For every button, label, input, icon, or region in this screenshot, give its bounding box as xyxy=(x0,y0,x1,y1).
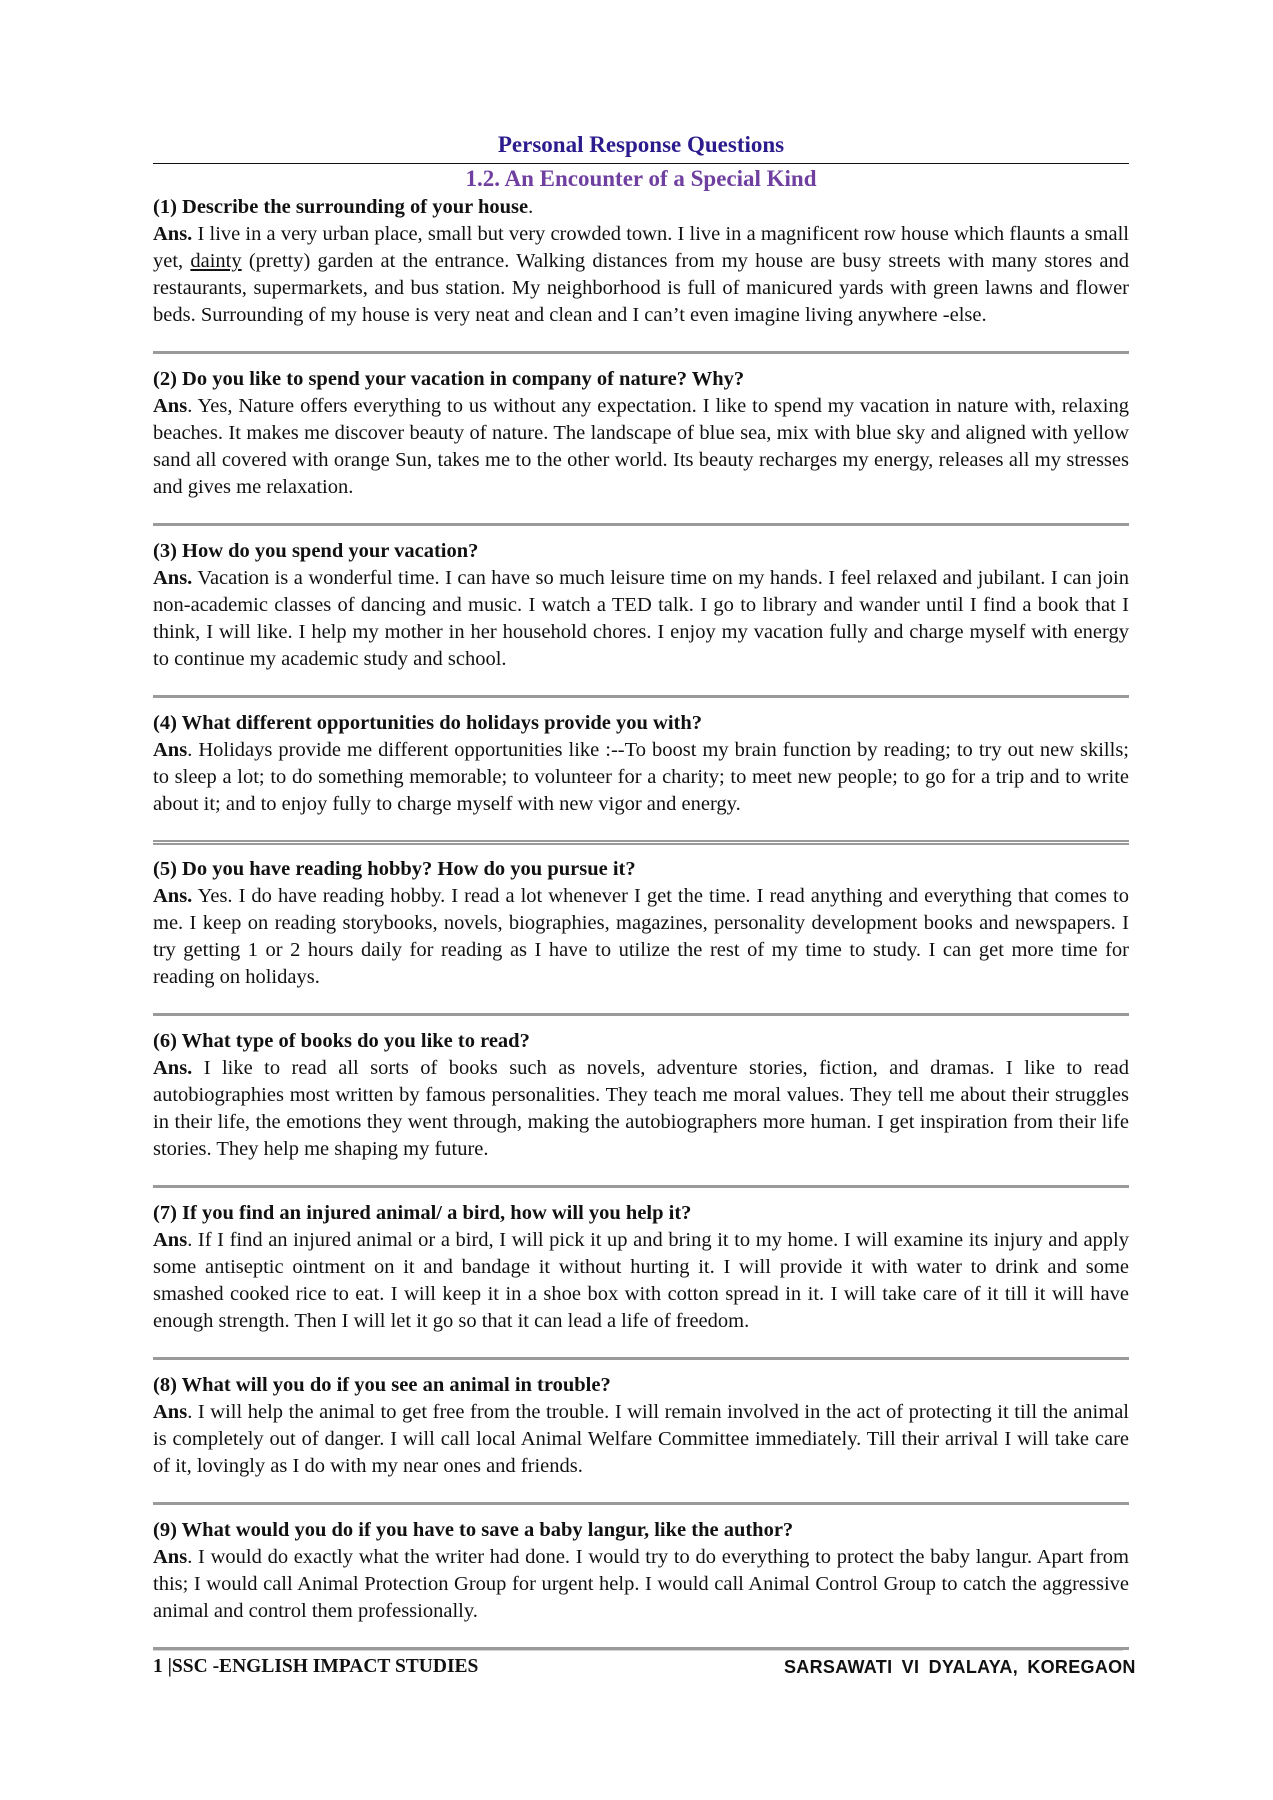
question xyxy=(153,1372,1129,1399)
section-divider xyxy=(153,1502,1129,1505)
section-divider xyxy=(153,1357,1129,1360)
question-text: What type of books do you like to read? xyxy=(181,1029,530,1052)
question-text: How do you spend your vacation? xyxy=(182,540,479,562)
question-number: (5) xyxy=(153,857,177,880)
qa-item-8 xyxy=(153,1372,1129,1480)
footer-divider xyxy=(153,1650,1123,1651)
section-divider xyxy=(153,523,1129,526)
chapter-subtitle: 1.2. An Encounter of a Special Kind xyxy=(465,166,817,191)
question-text: What different opportunities do holidays provide you with? xyxy=(181,712,703,734)
underlined-word: dainty xyxy=(190,250,242,272)
footer-school-name: SARSAWATI VI DYALAYA, KOREGAON xyxy=(784,1657,1136,1677)
question-number: (1) xyxy=(153,196,177,218)
question-text: If you find an injured animal/ a bird, how will you help it? xyxy=(182,1201,692,1224)
answer-text-cont: (pretty) garden at the entrance. Walking distances from my house are busy streets with many stores and restaurants, supermarkets, and bus station. My neighborhood is full of manicured yards with green lawns and flower beds. Surrounding of my house is very neat and clean and I can’t even imagine living anywhere -else. xyxy=(153,250,1129,326)
question-text: What will you do if you see an animal in trouble? xyxy=(181,1373,611,1396)
answer-label: Ans. xyxy=(153,567,193,589)
document-page xyxy=(153,130,1129,1662)
answer xyxy=(153,393,1129,501)
question xyxy=(153,1517,1129,1544)
answer xyxy=(153,221,1129,329)
answer-text: . I will help the animal to get free from the trouble. I will remain involved in the act of protecting it till the animal is completely out of danger. I will call local Animal Welfare Committee immediately. Till their arrival I will take care of it, lovingly as I do with my near ones and friends. xyxy=(153,1400,1129,1477)
question-text: Do you have reading hobby? How do you pursue it? xyxy=(182,857,636,880)
document-title: Personal Response Questions xyxy=(497,132,785,157)
question-text: Do you like to spend your vacation in company of nature? Why? xyxy=(182,368,745,390)
answer-text: . I would do exactly what the writer had done. I would try to do everything to protect the baby langur. Apart from this; I would call Animal Protection Group for urgent help. I would call Animal Control Group to catch the aggressive animal and control them professionally. xyxy=(153,1545,1129,1622)
qa-item-3 xyxy=(153,538,1129,673)
answer xyxy=(153,1399,1129,1480)
answer xyxy=(153,565,1129,673)
question xyxy=(153,1028,1129,1055)
question-text: Describe the surrounding of your house xyxy=(182,196,529,218)
answer-label: Ans xyxy=(153,739,188,761)
question-punct: . xyxy=(528,196,534,218)
answer-label: Ans. xyxy=(153,884,193,907)
answer-text: I like to read all sorts of books such as novels, adventure stories, fiction, and dramas. I like to read autobiographies most written by famous personalities. They teach me moral values. They tell me about their struggles in their life, the emotions they went through, making the autobiographers more human. I get inspiration from their life stories. They help me shaping my future. xyxy=(153,1056,1129,1160)
question-number: (8) xyxy=(153,1373,177,1396)
footer-page-label: 1 |SSC -ENGLISH IMPACT STUDIES xyxy=(153,1656,479,1677)
question-number: (6) xyxy=(153,1029,177,1052)
section-divider-double xyxy=(153,840,1129,842)
qa-item-7 xyxy=(153,1200,1129,1335)
answer-text: Yes. I do have reading hobby. I read a lot whenever I get the time. I read anything and everything that comes to me. I keep on reading storybooks, novels, biographies, magazines, personality development books and newspapers. I try getting 1 or 2 hours daily for reading as I have to utilize the rest of my time to study. I can get more time for reading on holidays. xyxy=(153,884,1129,988)
answer-text: . If I find an injured animal or a bird, I will pick it up and bring it to my home. I will examine its injury and apply some antiseptic ointment on it and bandage it without hurting it. I will provide it with water to drink and some smashed cooked rice to eat. I will keep it in a shoe box with cotton spread in it. I will take care of it till it will have enough strength. Then I will let it go so that it can lead a life of freedom. xyxy=(153,1228,1129,1332)
answer-text: Vacation is a wonderful time. I can have so much leisure time on my hands. I feel relaxed and jubilant. I can join non-academic classes of dancing and music. I watch a TED talk. I go to library and wander until I find a book that I think, I will like. I help my mother in her household chores. I enjoy my vacation fully and charge myself with energy to continue my academic study and school. xyxy=(153,567,1129,670)
qa-item-5 xyxy=(153,856,1129,991)
qa-item-6 xyxy=(153,1028,1129,1163)
answer-text: I live in a very urban place, small but very crowded town. I live in a magnificent row house which flaunts a small yet, xyxy=(153,223,1129,272)
answer xyxy=(153,737,1129,818)
answer xyxy=(153,1055,1129,1163)
answer-label: Ans. xyxy=(153,223,193,245)
question-number: (9) xyxy=(153,1518,177,1541)
question-number: (4) xyxy=(153,712,177,734)
section-divider xyxy=(153,351,1129,354)
section-divider xyxy=(153,1013,1129,1016)
answer-label: Ans. xyxy=(153,1056,193,1079)
question-text: What would you do if you have to save a baby langur, like the author? xyxy=(181,1518,794,1541)
answer-label: Ans xyxy=(153,1545,188,1568)
answer-label: Ans xyxy=(153,1228,188,1251)
qa-item-9 xyxy=(153,1517,1129,1625)
answer xyxy=(153,883,1129,991)
section-divider xyxy=(153,695,1129,698)
question xyxy=(153,194,1129,221)
question-number: (3) xyxy=(153,540,177,562)
answer-text: . Holidays provide me different opportunities like :--To boost my brain function by reading; to try out new skills; to sleep a lot; to do something memorable; to volunteer for a charity; to meet new people; to go for a trip and to write about it; and to enjoy fully to charge myself with new vigor and energy. xyxy=(153,739,1129,815)
question xyxy=(153,366,1129,393)
question xyxy=(153,1200,1129,1227)
section-divider xyxy=(153,1185,1129,1188)
qa-item-2 xyxy=(153,366,1129,501)
answer xyxy=(153,1227,1129,1335)
answer-label: Ans xyxy=(153,1400,188,1423)
question xyxy=(153,710,1129,737)
qa-item-1 xyxy=(153,194,1129,329)
qa-item-4 xyxy=(153,710,1129,818)
answer xyxy=(153,1544,1129,1625)
question-number: (2) xyxy=(153,368,177,390)
answer-label: Ans xyxy=(153,395,188,417)
question-number: (7) xyxy=(153,1201,177,1224)
question xyxy=(153,856,1129,883)
answer-text: . Yes, Nature offers everything to us without any expectation. I like to spend my vacation in nature with, relaxing beaches. It makes me discover beauty of nature. The landscape of blue sea, mix with blue sky and aligned with yellow sand all covered with orange Sun, takes me to the other world. Its beauty recharges my energy, releases all my stresses and gives me relaxation. xyxy=(153,395,1129,498)
question xyxy=(153,538,1129,565)
